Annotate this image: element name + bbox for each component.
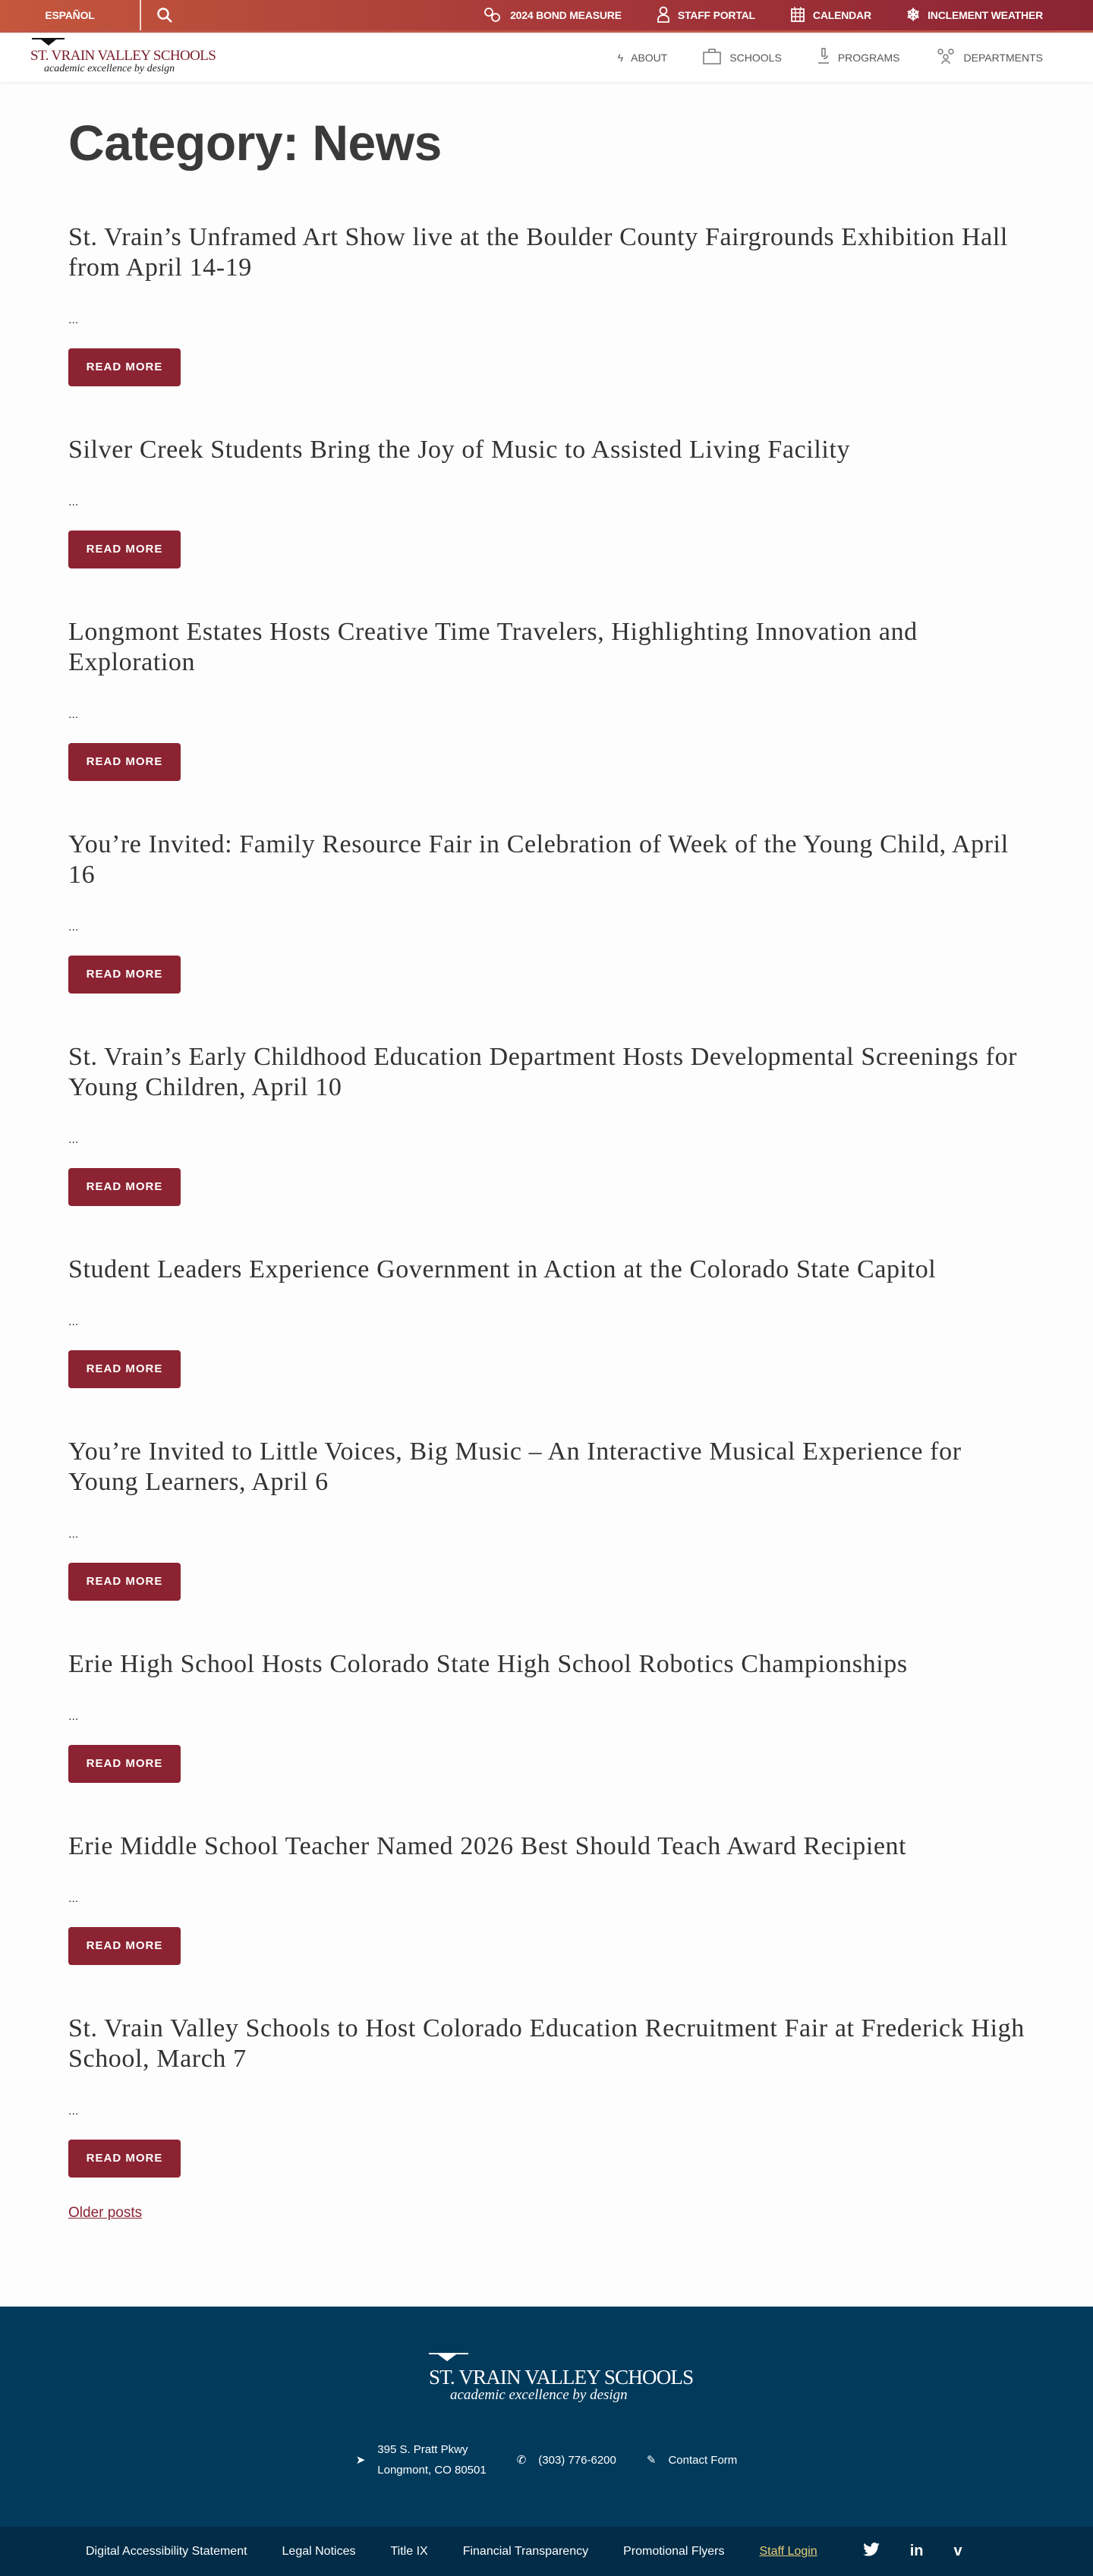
edit-icon: ✎ xyxy=(646,2454,657,2467)
footer-logo xyxy=(429,2352,694,2409)
post-excerpt: ... xyxy=(68,1710,79,1723)
post-excerpt: ... xyxy=(68,1133,79,1146)
footer-link-title-ix[interactable]: Title IX xyxy=(390,2544,428,2558)
page-title: Category: News xyxy=(68,115,442,171)
post-item xyxy=(68,2014,1036,2178)
phone-link[interactable]: ✆ (303) 776-6200 xyxy=(516,2453,616,2467)
post-excerpt: ... xyxy=(68,1315,79,1328)
gears-icon xyxy=(483,6,502,25)
svg-text:academic excellence by design: academic excellence by design xyxy=(44,63,175,74)
address: ➤ 395 S. Pratt Pkwy Longmont, CO 80501 xyxy=(355,2443,487,2477)
read-more-button[interactable]: READ MORE xyxy=(68,1563,181,1601)
read-more-button[interactable]: READ MORE xyxy=(68,2140,181,2178)
utility-bar xyxy=(0,0,1093,33)
nav-departments[interactable]: DEPARTMENTS xyxy=(935,48,1044,67)
staff-portal-link[interactable]: STAFF PORTAL xyxy=(657,6,755,25)
people-icon xyxy=(935,48,956,67)
school-icon xyxy=(702,48,722,67)
post-title[interactable]: Longmont Estates Hosts Creative Time Travelers, Highlighting Innovation and Exploration xyxy=(68,618,918,676)
footer-link-accessibility[interactable]: Digital Accessibility Statement xyxy=(86,2544,247,2558)
inclement-weather-link[interactable]: ❄ INCLEMENT WEATHER xyxy=(906,5,1043,24)
linkedin-icon[interactable]: in xyxy=(909,2542,924,2559)
nav-programs[interactable]: PROGRAMS xyxy=(817,48,900,67)
contact-form-link[interactable]: ✎ Contact Form xyxy=(646,2453,738,2467)
read-more-button[interactable]: READ MORE xyxy=(68,1168,181,1206)
read-more-button[interactable]: READ MORE xyxy=(68,956,181,994)
footer-bottom-bar xyxy=(0,2527,1093,2576)
footer-link-flyers[interactable]: Promotional Flyers xyxy=(623,2544,725,2558)
snowflake-icon: ❄ xyxy=(906,5,921,24)
post-excerpt: ... xyxy=(68,496,79,509)
espanol-link[interactable]: ESPAÑOL xyxy=(0,0,141,30)
twitter-icon[interactable] xyxy=(863,2543,880,2561)
post-excerpt: ... xyxy=(68,921,79,934)
post-excerpt: ... xyxy=(68,1892,79,1905)
post-excerpt: ... xyxy=(68,1528,79,1541)
svg-text:ST. VRAIN VALLEY SCHOOLS: ST. VRAIN VALLEY SCHOOLS xyxy=(30,48,216,64)
bond-measure-link[interactable]: 2024 BOND MEASURE xyxy=(483,6,622,25)
main-content xyxy=(0,82,1093,2307)
post-item xyxy=(68,1831,1036,1965)
vimeo-icon[interactable]: v xyxy=(953,2542,962,2559)
footer-link-financial[interactable]: Financial Transparency xyxy=(462,2544,589,2558)
nav-schools[interactable]: SCHOOLS xyxy=(702,48,781,67)
read-more-button[interactable]: READ MORE xyxy=(68,531,181,568)
nav-about[interactable]: ϟ ABOUT xyxy=(617,51,668,64)
location-arrow-icon: ➤ xyxy=(355,2454,366,2467)
main-header xyxy=(0,33,1093,82)
post-item xyxy=(68,435,1036,568)
post-title[interactable]: You’re Invited to Little Voices, Big Music – An Interactive Musical Experience for Young Learners, April 6 xyxy=(68,1438,962,1496)
post-title[interactable]: Erie Middle School Teacher Named 2026 Best Should Teach Award Recipient xyxy=(68,1832,907,1860)
staff-login-link[interactable]: Staff Login xyxy=(759,2544,817,2558)
logo[interactable] xyxy=(30,37,216,77)
svg-text:ST. VRAIN VALLEY SCHOOLS: ST. VRAIN VALLEY SCHOOLS xyxy=(429,2366,694,2389)
search-icon[interactable] xyxy=(156,7,173,26)
post-excerpt: ... xyxy=(68,313,79,326)
post-title[interactable]: St. Vrain’s Unframed Art Show live at the Boulder County Fairgrounds Exhibition Hall from April 14-19 xyxy=(68,223,1008,282)
post-item xyxy=(68,1437,1036,1601)
post-title[interactable]: St. Vrain’s Early Childhood Education Department Hosts Developmental Screenings for Young Children, April 10 xyxy=(68,1043,1018,1101)
read-more-button[interactable]: READ MORE xyxy=(68,1350,181,1388)
post-excerpt: ... xyxy=(68,708,79,721)
read-more-button[interactable]: READ MORE xyxy=(68,348,181,386)
post-title[interactable]: St. Vrain Valley Schools to Host Colorado Education Recruitment Fair at Frederick High School, March 7 xyxy=(68,2014,1025,2073)
phone-icon: ✆ xyxy=(516,2454,527,2467)
svg-text:academic excellence by design: academic excellence by design xyxy=(450,2387,628,2403)
older-posts-link[interactable]: Older posts xyxy=(68,2205,143,2221)
post-item xyxy=(68,1649,1036,1783)
post-title[interactable]: Student Leaders Experience Government in Action at the Colorado State Capitol xyxy=(68,1255,937,1283)
read-more-button[interactable]: READ MORE xyxy=(68,1745,181,1783)
post-title[interactable]: Erie High School Hosts Colorado State High School Robotics Championships xyxy=(68,1650,908,1678)
calendar-icon xyxy=(790,6,805,25)
post-title[interactable]: Silver Creek Students Bring the Joy of Music to Assisted Living Facility xyxy=(68,436,851,464)
footer-link-legal[interactable]: Legal Notices xyxy=(282,2544,356,2558)
read-more-button[interactable]: READ MORE xyxy=(68,1927,181,1965)
post-item xyxy=(68,617,1036,781)
post-item xyxy=(68,222,1036,386)
footer xyxy=(0,2307,1093,2527)
microscope-icon xyxy=(817,48,830,67)
post-title[interactable]: You’re Invited: Family Resource Fair in Celebration of Week of the Young Child, April 16 xyxy=(68,830,1009,889)
post-item xyxy=(68,830,1036,994)
calendar-link[interactable]: CALENDAR xyxy=(790,6,871,25)
post-item xyxy=(68,1255,1036,1388)
bolt-icon: ϟ xyxy=(617,51,624,64)
read-more-button[interactable]: READ MORE xyxy=(68,743,181,781)
post-excerpt: ... xyxy=(68,2105,79,2118)
user-icon xyxy=(657,6,670,25)
post-item xyxy=(68,1042,1036,1206)
